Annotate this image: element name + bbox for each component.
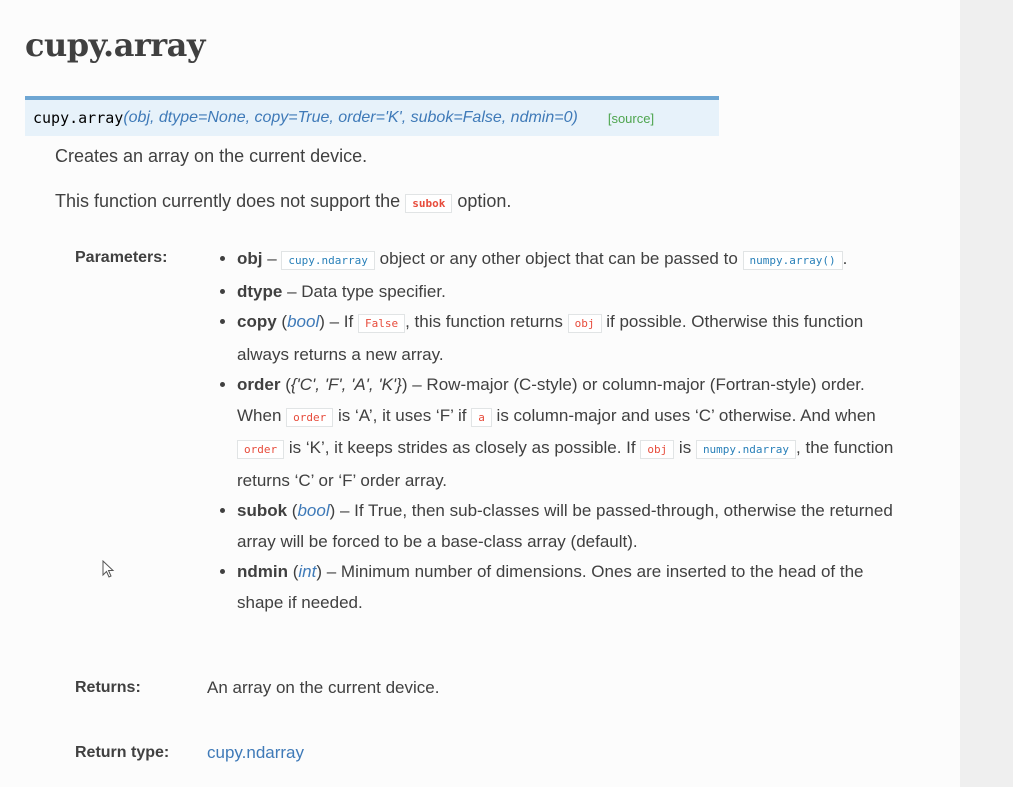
- mouse-cursor-icon: [102, 560, 116, 580]
- param-text: is ‘K’, it keeps strides as closely as possible. If: [284, 438, 641, 457]
- inline-code: obj: [568, 314, 602, 333]
- param-dtype: [237, 277, 897, 308]
- cupy-ndarray-link[interactable]: cupy.ndarray: [281, 251, 374, 270]
- numpy-ndarray-link[interactable]: numpy.ndarray: [696, 440, 796, 459]
- param-type-link[interactable]: int: [298, 562, 317, 581]
- right-side-panel: [960, 0, 1013, 787]
- param-text: , the function returns ‘C’ or ‘F’ order array.: [237, 438, 894, 490]
- signature-params: (obj, dtype=None, copy=True, order='K', subok=False, ndmin=0): [123, 109, 578, 126]
- param-text: if possible. Otherwise this function always returns a new array.: [237, 312, 864, 364]
- param-obj: [237, 244, 897, 277]
- param-text: , this function returns: [405, 312, 568, 331]
- description-line-1: Creates an array on the current device.: [55, 146, 368, 166]
- parameters-label: Parameters:: [75, 249, 168, 266]
- returns-label: Returns:: [75, 679, 141, 696]
- param-text: – Row-major (C-style) or column-major (Fortran-style) order. When: [237, 375, 865, 425]
- param-type: {'C', 'F', 'A', 'K'}: [290, 375, 402, 394]
- param-name: obj: [237, 249, 263, 268]
- signature-name: cupy.array: [33, 109, 124, 127]
- param-subok: • subok (bool) – If True, then sub-classes will be passed-through, otherwise the returned array will be forced to be a base-class array (default).: [237, 496, 897, 557]
- param-name: subok: [237, 501, 288, 520]
- inline-code: a: [471, 408, 492, 427]
- param-text: is column-major and uses ‘C’ otherwise. And when: [491, 405, 876, 425]
- param-name: ndmin: [237, 562, 288, 581]
- param-type-link[interactable]: bool: [297, 501, 330, 520]
- inline-code: order: [237, 440, 284, 459]
- param-copy: • copy (bool) – If False , this function returns obj if possible. Otherwise this function always returns a new array.: [237, 307, 897, 370]
- inline-code: obj: [640, 440, 674, 459]
- param-text: – Data type specifier.: [282, 281, 446, 301]
- param-name: order: [237, 375, 281, 394]
- inline-code: order: [286, 408, 333, 427]
- source-link[interactable]: [source]: [607, 110, 655, 126]
- param-text: is ‘A’, it uses ‘F’ if: [333, 405, 472, 425]
- return-type-label: Return type:: [75, 744, 170, 761]
- inline-code: subok: [405, 194, 452, 213]
- param-ndmin: • ndmin (int) – Minimum number of dimensions. Ones are inserted to the head of the shape if needed.: [237, 557, 897, 618]
- param-text: is: [674, 438, 696, 457]
- description-line-2: [55, 191, 511, 212]
- param-type-link[interactable]: bool: [287, 312, 320, 331]
- return-type-link[interactable]: cupy.ndarray: [207, 743, 305, 762]
- param-text: – If True, then sub-classes will be passed-through, otherwise the returned array will be forced to be a base-class array (default).: [237, 501, 893, 551]
- param-text: .: [842, 249, 848, 268]
- numpy-array-link[interactable]: numpy.array(): [743, 251, 843, 270]
- param-text: –: [262, 249, 282, 268]
- param-text: – If: [324, 312, 358, 331]
- param-text: – Minimum number of dimensions. Ones are inserted to the head of the shape if needed.: [237, 562, 864, 612]
- parameters-list: [221, 244, 897, 618]
- inline-code: False: [358, 314, 405, 333]
- param-order: • order ({'C', 'F', 'A', 'K'}) – Row-major (C-style) or column-major (Fortran-style) order. When order is ‘A’, it uses ‘F’ if a is column-major and uses ‘C’ otherwise. And when order is ‘K’, it keeps strides as closely as possible. If obj is numpy.ndarray , the function returns ‘C’ or ‘F’ order array.: [237, 370, 897, 496]
- returns-value: An array on the current device.: [207, 678, 440, 697]
- param-text: object or any other object that can be passed to: [374, 249, 743, 268]
- param-name: copy: [237, 312, 277, 331]
- description-text: This function currently does not support the: [55, 191, 406, 211]
- param-name: dtype: [237, 281, 283, 301]
- page-title: cupy.array: [25, 26, 205, 64]
- function-signature: [25, 96, 719, 136]
- description-text: option.: [452, 191, 512, 211]
